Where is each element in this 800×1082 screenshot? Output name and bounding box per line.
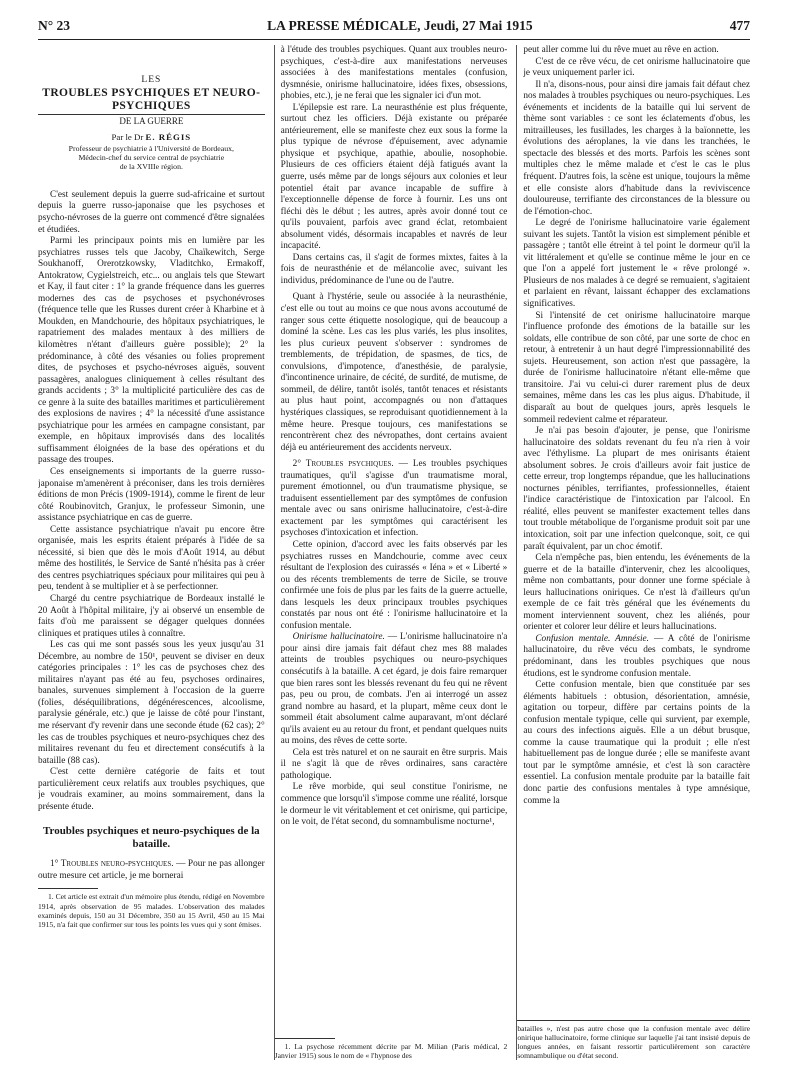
paragraph-lead: 1° Troubles neuro-psychiques. [50, 859, 174, 870]
paragraph: Les cas qui me sont passés sous les yeux jusqu'au 31 Décembre, au nombre de 150¹, peuvent se diviser en deux catégories principales : 1° les cas de psychoses chez des militaires n'ayant pas été au feu, psychoses ordinaires, banales, survenues simplement à l'occasion de la guerre (folies, déséquilibrations, dégénérescences, alcoolisme, paralysie générale, etc.) que je laisse de côté pour l'instant, me réservant d'y revenir dans une seconde étude (62 cas); 2° les cas de troubles psychiques et neuro-psychiques chez des militaires revenant du feu et directement consécutifs à la bataille (88 cas). [38, 640, 265, 766]
paragraph: Cette opinion, d'accord avec les faits observés par les psychiatres russes en Mandchourie, comme avec ceux résultant de l'explosion des cuirassés « Iéna » et « Liberté » ou des récents tremblements de terre de Sicile, se trouve confirmée une fois de plus par les faits de la guerre actuelle, dans lesquels les deux principaux troubles psychiques constatés par nous ont été : l'onirisme hallucinatoire et la confusion mentale. [280, 539, 508, 631]
article-subtitle: DE LA GUERRE [119, 115, 184, 126]
section-heading: Troubles psychiques et neuro-psychiques de la bataille. [42, 825, 260, 851]
paragraph: Quant à l'hystérie, seule ou associée à la neurasthénie, c'est elle ou tout au moins ce que nous avons accoutumé de ranger sous cette étiquette nosologique, qui de beaucoup a dominé la scène. Les cas les plus variés, les plus insolites, les plus curieux peuvent s'observer : syndromes de tremblements, de trépidation, de spasmes, de tics, de convulsions, d'impotence, d'anesthésie, de paralysie, d'incontinence urinaire, de cécité, de surdité, de mutisme, de sommeil, de délire, tantôt isolés, tantôt tenaces et résistants au plus haut point, accompagnés ou non d'attaques hystériques classiques, se reproduisant quotidiennement à la même heure. Presque toujours, ces manifestations se rencontrèrent chez des névropathes, dont certains avaient déjà eu antérieurement des accidents nerveux. [280, 292, 508, 453]
author-name: E. RÉGIS [145, 132, 192, 143]
byline [38, 132, 265, 144]
paragraph: Je n'ai pas besoin d'ajouter, je pense, que l'onirisme hallucinatoire des soldats revenant du feu n'a rien à voir avec l'éthylisme. La plupart de mes onirisants étaient absolument sobres. Je crois d'ailleurs avoir fait justice de cette erreur, trop longtemps répandue, que les hallucinations nocturnes pénibles, terrifiantes, professionnelles, étaient l'indice caractéristique de l'intoxication par l'alcool. En réalité, elles peuvent se manifester exactement telles dans tout trouble métabolique de l'organisme produit soit par une intoxication, soit par une infection quelconque, soit, ce qui paraît équivalent, par un choc émotif. [523, 426, 751, 552]
column-3 [516, 45, 750, 1060]
paragraph-lead: Onirisme hallucinatoire. [292, 632, 385, 643]
paragraph: Si l'intensité de cet onirisme hallucinatoire marque l'influence profonde des émotions de la bataille sur les soldats, elle contribue de son côté, par une sorte de choc en retour, à entretenir à un haut degré l'impressionnabilité des sujets. Heureusement, son action n'est que passagère, la durée de l'onirisme hallucinatoire n'étant elle-même que transitoire. J'ai vu celui-ci durer rarement plus de deux semaines, même dans les cas les plus aigus. D'habitude, il disparaît au bout de quelques jours, après lesquels le sommeil redevient calme et réparateur. [523, 310, 751, 425]
paragraph: C'est cette dernière catégorie de faits et tout particulièrement ceux relatifs aux troubles psychiques, que je voudrais examiner, au moins sommairement, dans la présente étude. [38, 767, 265, 812]
author-affiliation: Professeur de psychiatrie à l'Université de Bordeaux, Médecin-chef du service central de psychiatrie de la XVIIIe région. [68, 143, 234, 172]
paragraph: L'épilepsie est rare. La neurasthénie est plus fréquente, surtout chez les officiers. Déjà existante ou préparée antérieurement, elle se manifeste chez eux sous la forme la plus typique de névrose d'épuisement, avec adynamie physique et psychique, apathie, aboulie, nosophobie. Plusieurs de ces officiers étaient déjà fatigués avant la guerre, usés même par de longs séjours aux colonies et leur potentiel était par avance incapable de suffire à l'exceptionnelle dépense de force à fournir. Les uns ont fléchi dès le début ; les autres, après avoir donné tout ce qu'ils pouvaient, parfois avec grand éclat, retombaient absolument vidés, désormais incapables et navrés de leur incapacité. [280, 102, 508, 252]
footnote: 1. La psychose récemment décrite par M. Milian (Paris médical, 2 Janvier 1915) sous le nom de « l'hypnose des [274, 1041, 508, 1060]
paragraph: peut aller comme lui du rêve muet au rêve en action. [523, 45, 719, 55]
footnote-rule [275, 1038, 335, 1039]
column-1 [38, 45, 265, 1060]
paragraph: Ces enseignements si importants de la guerre russo-japonaise m'amenèrent à préconiser, dans les trois dernières éditions de mon Précis (1909-1914), comme le firent de leur côté Roubinovitch, Granjux, le professeur Simonin, une assistance psychiatrique en cas de guerre. [38, 466, 265, 524]
article-title-block [38, 75, 265, 127]
text-columns [38, 45, 750, 1060]
footnote-rule [38, 888, 98, 889]
page-number: 477 [729, 18, 750, 33]
paragraph: à l'étude des troubles psychiques. Quant aux troubles neuro-psychiques, c'est-à-dire aux manifestations nerveuses associées à des manifestations mentales (confusion, dysmnésie, onirisme hallucinatoire, idées fixes, obsessions, phobies, etc.), je ne ferai que les signaler ici d'un mot. [280, 45, 508, 102]
paragraph-lead: 2° Troubles psychiques. [292, 459, 394, 470]
paragraph: C'est seulement depuis la guerre sud-africaine et surtout depuis la guerre russo-japonaise que les psychoses et psycho-névroses de la guerre ont commencé d'être signalées et étudiées. [38, 189, 265, 235]
footnote-block [517, 1014, 750, 1060]
paragraph: Cela est très naturel et on ne saurait en être surpris. Mais il ne s'agit là que de rêves ordinaires, sans caractère pathologique. [280, 747, 508, 781]
column-2 [274, 45, 508, 1060]
paragraph: Cette confusion mentale, bien que constituée par ses éléments habituels : obtusion, désorientation, amnésie, agitation ou torpeur, diffère par certains points de la confusion mentale typique, celle qui survient, par exemple, au cours des infections aiguës. Elle a un début brusque, comme la cause traumatique qui la produit ; elle n'est habituellement pas de longue durée ; elle se manifeste avant tout par le symptôme amnésie, et c'est là son caractère essentiel. La confusion mentale produite par la bataille fait donc partie des confusions mentales à type amnésique, comme la [523, 680, 751, 806]
paragraph-text: — Pour ne pas allonger outre mesure cet article, je me bornerai [38, 859, 265, 881]
issue-number: N° 23 [38, 18, 71, 33]
footnote-block [275, 1032, 508, 1060]
paragraph: Le rêve morbide, qui seul constitue l'onirisme, ne commence que lorsqu'il s'impose comme une réalité, lorsque le dormeur le vit véritablement et cet onirisme, qui participe, on le voit, de l'état second, du somnambulisme nocturne¹, [280, 782, 508, 828]
footnote: 1. Cet article est extrait d'un mémoire plus étendu, rédigé en Novembre 1914, après observation de 95 malades. L'observation des malades examinés depuis, 150 au 31 Décembre, 350 au 15 Avril, 450 au 15 Mai 1915, n'a fait que confirmer sur tous les points les vues qui y sont émises. [38, 892, 265, 929]
paragraph: C'est de ce rêve vécu, de cet onirisme hallucinatoire que je veux uniquement parler ici. [523, 56, 751, 79]
paragraph [281, 632, 508, 747]
footnote-rule [517, 1020, 750, 1021]
paragraph-text: — A côté de l'onirisme hallucinatoire, du rêve vécu des combats, le syndrome prédominant, dans les troubles psychiques que nous étudions, est le syndrome confusion mentale. [523, 633, 751, 679]
paragraph-lead: Confusion mentale. Amnésie. [535, 633, 649, 644]
running-header [38, 18, 750, 40]
paragraph: Cette assistance psychiatrique n'avait pu encore être organisée, mais les esprits étaient préparés à l'idée de sa nécessité, si bien que dès le mois d'Août 1914, au début même des hostilités, le Service de Santé n'hésita pas à créer des centres psychiatriques spéciaux pour militaires qui peu à peu, tendent à se multiplier et à se perfectionner. [38, 524, 265, 593]
paragraph [38, 859, 265, 882]
journal-title: LA PRESSE MÉDICALE, Jeudi, 27 Mai 1915 [267, 18, 533, 33]
paragraph: Dans certains cas, il s'agit de formes mixtes, faites à la fois de neurasthénie et de mélancolie avec, suivant les individus, prédominance de l'une ou de l'autre. [280, 252, 508, 286]
journal-page [38, 18, 750, 1068]
paragraph-text: — Les troubles psychiques traumatiques, qu'il s'agisse d'un traumatisme moral, purement émotionnel, ou d'un traumatisme physique, se traduisent essentiellement par des symptômes de confusion mentale avec ou sans onirisme hallucinatoire, c'est-à-dire exactement par les symptômes qui caractérisent les psychoses d'intoxication et infection. [280, 459, 508, 539]
paragraph: Parmi les principaux points mis en lumière par les psychiatres russes tels que Jacoby, Chaïkewitch, Serge Soukhanoff, Orerotzkowsky, Vladitchko, Ermakoff, Antokratow, Cygielstreich, etc... ou anglais tels que Stewart et Kay, il faut citer : 1° la grande fréquence dans les guerres modernes des cas de psychoses et psychonévroses (fréquence telle que les Russes durent créer à Kharbine et à Moukden, en Mandchourie, des hôpitaux psychiatriques, le rapatriement des malades mentaux à des milliers de kilomètres n'étant d'ailleurs guère possible); 2° la prédominance, à côté des vésanies ou folies proprement dites, de psychoses et psycho-névroses aiguës, souvent passagères, analogues cliniquement à celles résultant des grands accidents ; 3° la multiplicité particulière des cas de ce genre à la suite des batailles maritimes et particulièrement des explosions de navires ; 4° la nécessité d'une assistance psychiatrique pour les armées en campagne consistant, par exemple, en hôpitaux improvisés dans des localités suffisamment éloignées de la base des opérations et du passage des troupes. [38, 236, 265, 466]
paragraph: Cela n'empêche pas, bien entendu, les événements de la guerre et de la bataille d'intervenir, chez les alcooliques, même non combattants, pour donner une forme spéciale à leurs hallucinations oniriques. Ce n'est là d'ailleurs qu'un exemple de ce fait très général que les événements du moment interviennent souvent, chez les aliénés, pour orienter et colorer leur délire et leurs hallucinations. [523, 553, 751, 633]
footnote-continuation: batailles », n'est pas autre chose que la confusion mentale avec délire onirique hallucinatoire, forme clinique sur laquelle j'ai tant insisté depuis de longues années, en faisant ressortir particulièrement son caractère somnambulique ou d'état second. [517, 1023, 751, 1060]
paragraph: Chargé du centre psychiatrique de Bordeaux installé le 20 Août à l'hôpital militaire, j'y ai observé un ensemble de faits d'où me paraissent se dégager quelques données cliniques et pratiques utiles à connaître. [38, 594, 265, 639]
paragraph [523, 634, 750, 680]
title-kicker: LES [141, 75, 162, 85]
paragraph-text: — L'onirisme hallucinatoire n'a pour ainsi dire jamais fait défaut chez mes 88 malades atteints de troubles psychiques ou neuro-psychiques consécutifs à la bataille. A cet égard, je dois faire remarquer que bien rares sont les blessés revenant du feu qui ne rêvent pas, peu ou prou, de combats. J'en ai interrogé un assez grand nombre au hasard, et la plupart, même ceux dont le sommeil était absolument calme auparavant, m'ont déclaré qu'ils avaient eu au retour du front, et pendant quelques nuits au moins, des rêves de cette sorte. [280, 632, 508, 747]
paragraph: Il n'a, disons-nous, pour ainsi dire jamais fait défaut chez nos malades à troubles psychiques ou neuro-psychiques. Les événements et incidents de la bataille qui lui servent de thème sont variables : ce sont les éclatements d'obus, les mitrailleuses, les fusillades, les charges à la baïonnette, les évolutions des aéroplanes, la vie dans les tranchées, le spectacle des blessés et des morts. Parfois les scènes sont multiples chez le même malade et c'est le cas le plus fréquent. D'autres fois, la scène est unique, toujours la même et elle consiste alors d'habitude dans la reviviscence douloureuse, terrifiante des circonstances de la blessure ou de l'émotion-choc. [523, 79, 751, 217]
article-title: TROUBLES PSYCHIQUES ET NEURO-PSYCHIQUES [38, 87, 265, 115]
author-prefix: Par le Dr [111, 132, 144, 143]
paragraph [281, 459, 508, 540]
paragraph: Le degré de l'onirisme hallucinatoire varie également suivant les sujets. Tantôt la vision est simplement pénible et passagère ; tantôt elle étreint à tel point le dormeur qu'il la vit littéralement et qu'elle se continue même le jour en ce que l'on a appelé fort justement le « rêve prolongé ». Plusieurs de nos malades à ce degré se remuaient, s'agitaient et parlaient en rêvant, laissant échapper des exclamations significatives. [523, 218, 751, 310]
